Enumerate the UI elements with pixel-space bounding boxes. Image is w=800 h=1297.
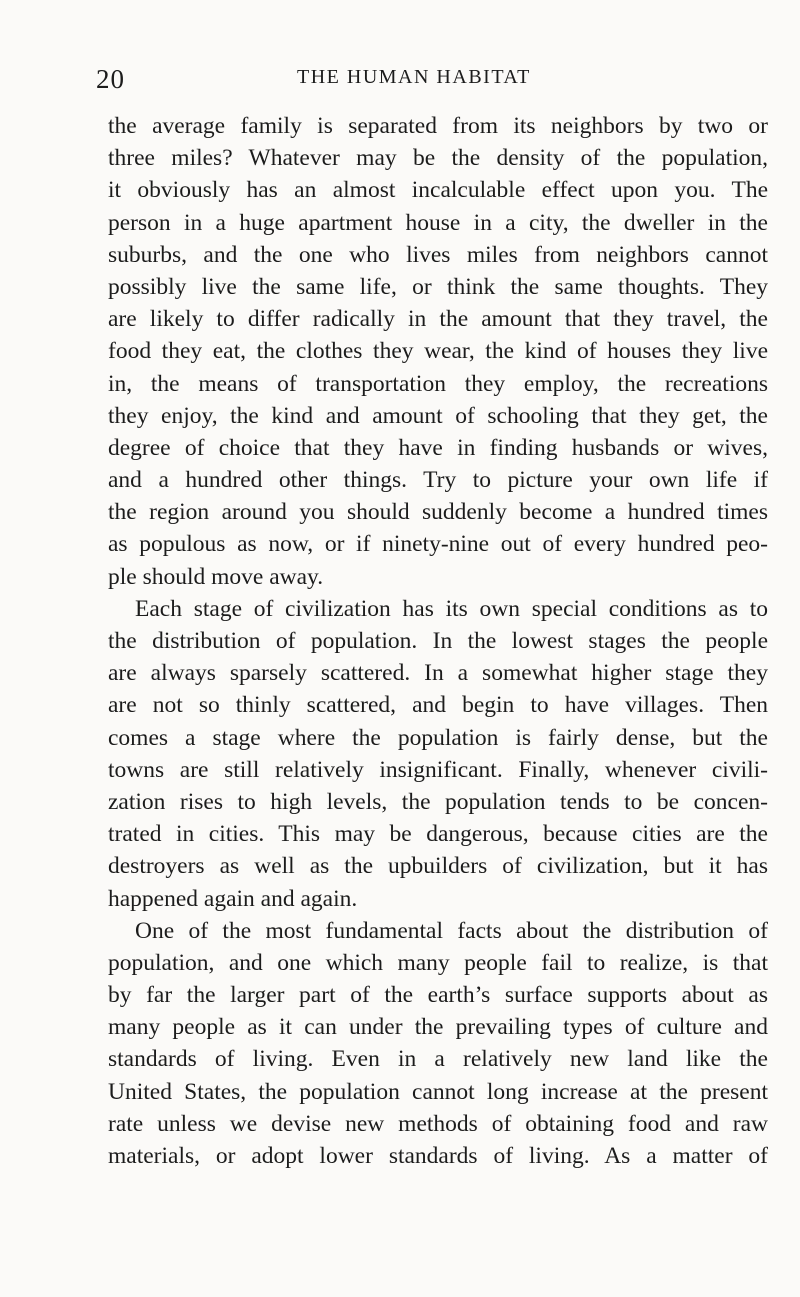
text-line: destroyers as well as the upbuilders of civilization, but it has xyxy=(108,853,768,880)
text-line: degree of choice that they have in finding husbands or wives, xyxy=(108,434,768,461)
text-line: as populous as now, or if ninety-nine out of every hundred peo- xyxy=(108,531,768,558)
text-line: towns are still relatively insignificant. Finally, whenever civili- xyxy=(108,756,768,783)
text-line: possibly live the same life, or think the same thoughts. They xyxy=(108,273,768,300)
text-line: suburbs, and the one who lives miles from neighbors cannot xyxy=(108,241,768,268)
text-line: trated in cities. This may be dangerous, because cities are the xyxy=(108,821,768,848)
text-line: population, and one which many people fail to realize, is that xyxy=(108,949,768,976)
text-line: three miles? Whatever may be the density of the population, xyxy=(108,145,768,172)
text-line: and a hundred other things. Try to picture your own life if xyxy=(108,467,768,494)
text-line: by far the larger part of the earth’s surface supports about as xyxy=(108,982,768,1009)
text-line: in, the means of transportation they employ, the recreations xyxy=(108,370,768,397)
text-line: are always sparsely scattered. In a somewhat higher stage they xyxy=(108,660,768,687)
body-text xyxy=(108,110,768,1172)
running-head xyxy=(0,58,800,98)
text-line: are not so thinly scattered, and begin to have villages. Then xyxy=(108,692,768,719)
paragraph-end-line: ple should move away. xyxy=(108,563,324,590)
text-line: are likely to differ radically in the amount that they travel, the xyxy=(108,306,768,333)
text-line: they enjoy, the kind and amount of schooling that they get, the xyxy=(108,402,768,429)
text-line: the average family is separated from its neighbors by two or xyxy=(108,113,768,139)
text-line: rate unless we devise new methods of obtaining food and raw xyxy=(108,1110,768,1137)
text-line: materials, or adopt lower standards of living. As a matter of xyxy=(108,1143,768,1169)
text-line: many people as it can under the prevailing types of culture and xyxy=(108,1014,768,1041)
text-line: United States, the population cannot long increase at the present xyxy=(108,1078,768,1105)
text-line: the region around you should suddenly become a hundred times xyxy=(108,499,768,526)
text-line: standards of living. Even in a relatively new land like the xyxy=(108,1046,768,1073)
running-title: THE HUMAN HABITAT xyxy=(297,66,531,88)
paragraph-first-line: One of the most fundamental facts about the distribution of xyxy=(135,917,768,944)
text-line: it obviously has an almost incalculable effect upon you. The xyxy=(108,177,768,204)
page-number: 20 xyxy=(96,64,125,94)
text-line: the distribution of population. In the lowest stages the people xyxy=(108,628,768,654)
text-line: person in a huge apartment house in a city, the dweller in the xyxy=(108,209,768,236)
text-line: comes a stage where the population is fairly dense, but the xyxy=(108,724,768,751)
paragraph-first-line: Each stage of civilization has its own special conditions as to xyxy=(135,595,768,622)
text-line: food they eat, the clothes they wear, the kind of houses they live xyxy=(108,338,768,365)
text-line: zation rises to high levels, the population tends to be concen- xyxy=(108,788,768,815)
paragraph-end-line: happened again and again. xyxy=(108,885,358,912)
